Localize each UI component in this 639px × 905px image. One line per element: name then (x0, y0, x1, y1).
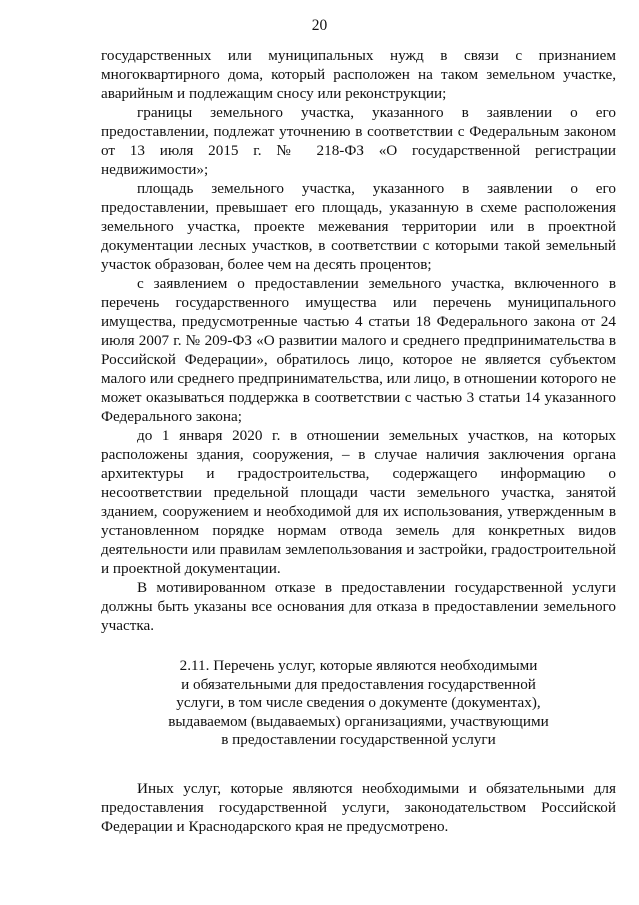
section-heading-line: выдаваемом (выдаваемых) организациями, участвующими (168, 712, 549, 730)
page-number: 20 (311, 17, 328, 34)
section-heading-line: 2.11. Перечень услуг, которые являются необходимыми (179, 657, 538, 674)
paragraph-motivated-refusal: В мотивированном отказе в предоставлении государственной услуги должны быть указаны все основания для отказа в предоставлении земельного участка. (101, 579, 616, 634)
page-content (101, 46, 616, 836)
paragraph-area: площадь земельного участка, указанного в заявлении о его предоставлении, превышает его площадь, указанную в схеме расположения земельного участка, проекте межевания территории или в проектной документации лесных участков, в соответствии с которыми такой земельный участок образован, более чем на десять процентов; (101, 180, 616, 273)
paragraph-boundaries: границы земельного участка, указанного в заявлении о его предоставлении, подлежат уточнению в соответствии с Федеральным законом от 13 июля 2015 г. № 218-ФЗ «О государственной регистрации недвижимости»; (101, 104, 616, 178)
paragraph-continued: государственных или муниципальных нужд в связи с признанием многоквартирного дома, который расположен на таком земельном участке, аварийным и подлежащим сносу или реконструкции; (101, 47, 616, 102)
paragraph-until-2020: до 1 января 2020 г. в отношении земельных участков, на которых расположены здания, сооружения, – в случае наличия заключения органа архитектуры и градостроительства, содержащего информацию о несоответствии предельной площади части земельного участка, занятой зданием, сооружением и необходимой для их использования, утвержденным в установленном порядке нормам отвода земель для конкретных видов деятельности или правилам землепользования и застройки, градостроительной и проектной документации. (101, 427, 616, 577)
section-body: Иных услуг, которые являются необходимыми и обязательными для предоставления государственной услуги, законодательством Российской Федерации и Краснодарского края не предусмотрено. (101, 779, 616, 835)
section-heading-line: и обязательными для предоставления государственной (181, 675, 536, 693)
section-heading-line: в предоставлении государственной услуги (221, 731, 496, 748)
paragraph-small-business: с заявлением о предоставлении земельного участка, включенного в перечень государственного имущества или перечень муниципального имущества, предусмотренные частью 4 статьи 18 Федерального закона от 24 июля 2007 г. № 209-ФЗ «О развитии малого и среднего предпринимательства в Российской Федерации», обратилось лицо, которое не является субъектом малого или среднего предпринимательства, или лицо, в отношении которого не может оказываться поддержка в соответствии с частью 3 статьи 14 указанного Федерального закона; (101, 275, 616, 425)
section-heading-line: услуги, в том числе сведения о документе (документах), (176, 694, 541, 711)
section-heading (101, 657, 616, 750)
